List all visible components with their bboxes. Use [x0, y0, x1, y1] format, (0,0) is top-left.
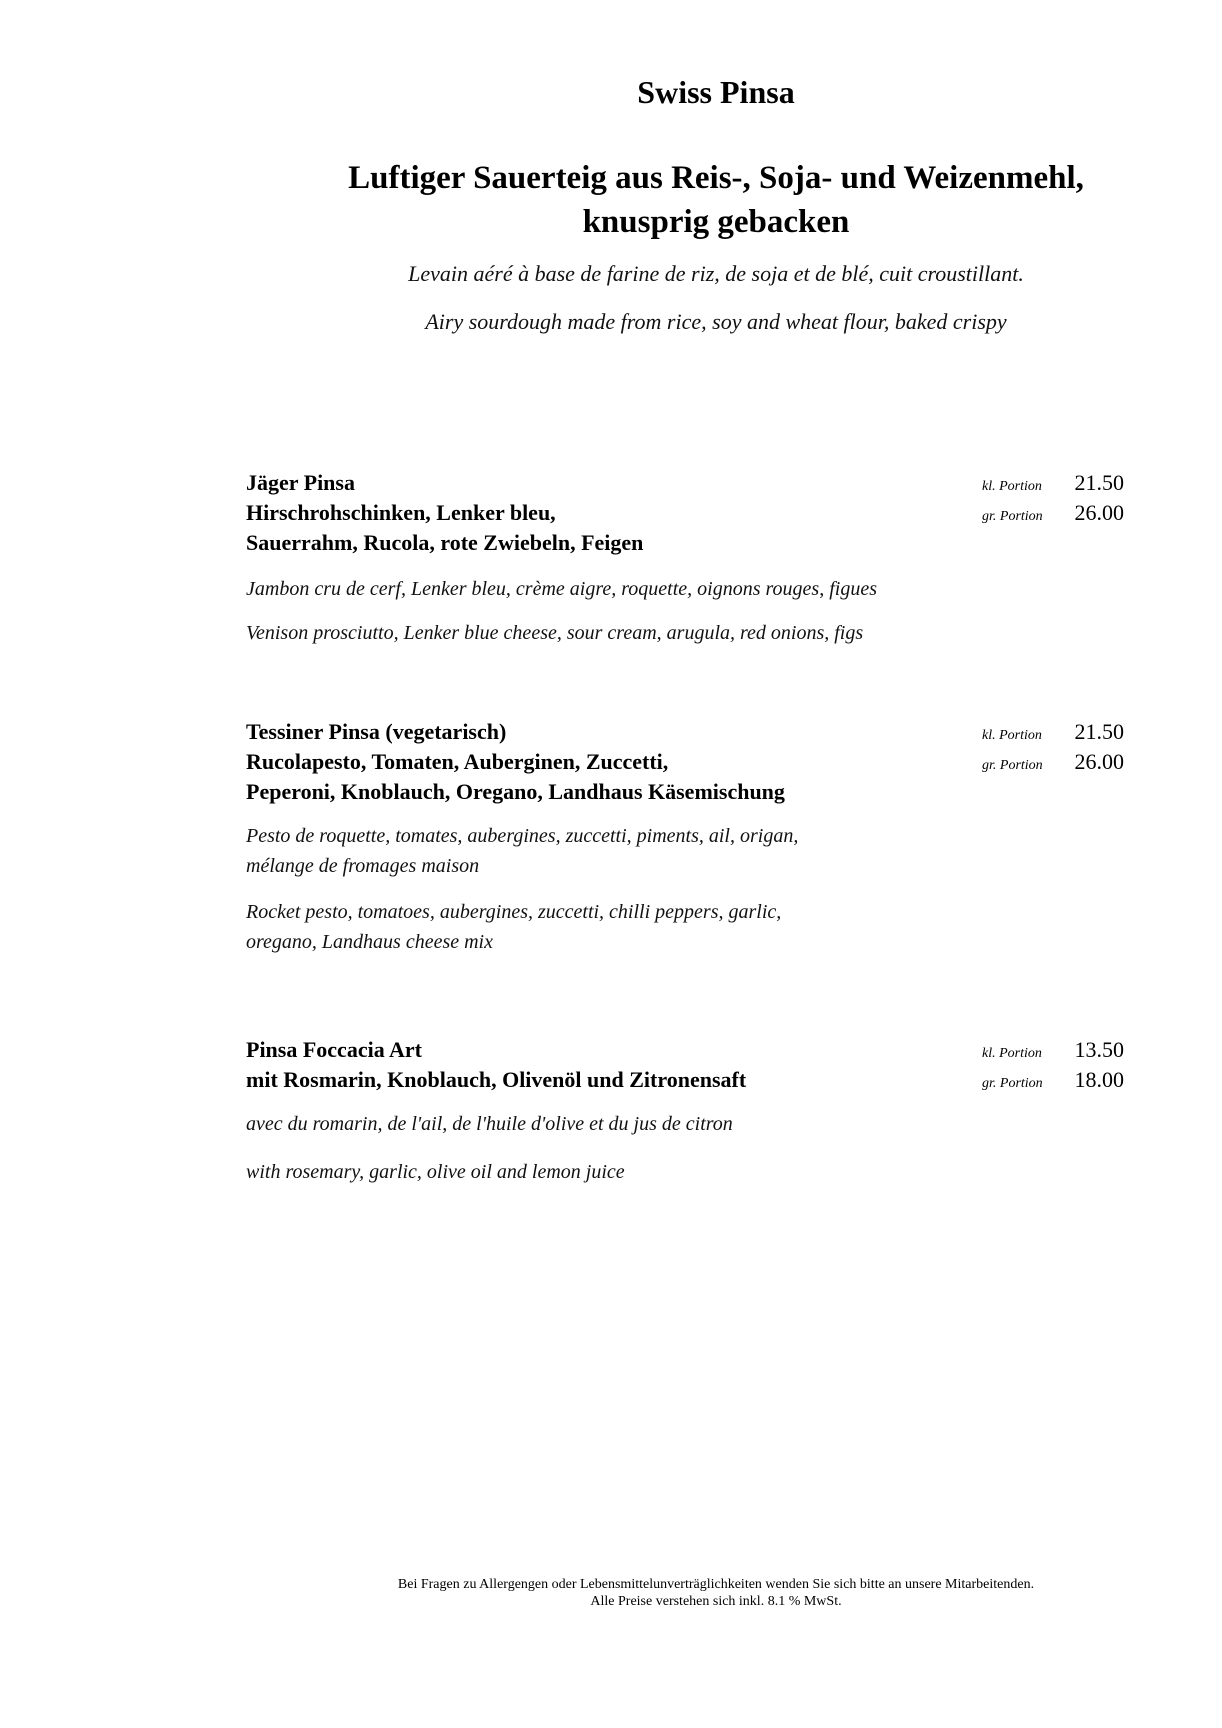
price-row-large [982, 747, 1124, 777]
item-name: Jäger Pinsa [246, 470, 355, 495]
item-french-description-line-2: mélange de fromages maison [246, 855, 480, 877]
price-value: 13.50 [1074, 1037, 1124, 1062]
item-ingredients-line-2: Peperoni, Knoblauch, Oregano, Landhaus Käsemischung [246, 779, 785, 804]
subtitle-line-1: Luftiger Sauerteig aus Reis-, Soja- und Weizenmehl, [348, 160, 1084, 196]
price-row-small [982, 468, 1124, 498]
item-french-description-line-1: Pesto de roquette, tomates, aubergines, zuccetti, piments, ail, origan, [246, 825, 799, 847]
vat-notice: Alle Preise verstehen sich inkl. 8.1 % MwSt. [590, 1594, 842, 1609]
portion-label: kl. Portion [982, 728, 1042, 743]
price-value: 18.00 [1074, 1067, 1124, 1092]
allergen-notice: Bei Fragen zu Allergengen oder Lebensmittelunverträglichkeiten wenden Sie sich bitte an unsere Mitarbeitenden. [397, 1577, 1035, 1592]
subtitle-line-2: knusprig gebacken [582, 204, 850, 240]
item-ingredients-line-1: Rucolapesto, Tomaten, Auberginen, Zuccetti, [246, 749, 669, 774]
prices-jaeger-pinsa [982, 468, 1124, 528]
intro-english: Airy sourdough made from rice, soy and wheat flour, baked crispy [425, 309, 1007, 334]
portion-label: gr. Portion [982, 1076, 1043, 1091]
item-ingredients-line-2: Sauerrahm, Rucola, rote Zwiebeln, Feigen [246, 530, 644, 555]
price-row-large [982, 498, 1124, 528]
footer-notice [250, 1576, 1182, 1610]
item-name: Pinsa Foccacia Art [246, 1037, 422, 1062]
price-value: 26.00 [1074, 749, 1124, 774]
item-english-description-line-2: oregano, Landhaus cheese mix [246, 931, 493, 953]
page-subtitle [250, 156, 1182, 244]
price-value: 21.50 [1074, 470, 1124, 495]
portion-label: gr. Portion [982, 758, 1043, 773]
item-ingredients-line-1: Hirschrohschinken, Lenker bleu, [246, 500, 556, 525]
item-french-description: Jambon cru de cerf, Lenker bleu, crème aigre, roquette, oignons rouges, figues [246, 578, 877, 600]
prices-pinsa-foccacia [982, 1035, 1124, 1095]
price-row-large [982, 1065, 1124, 1095]
item-english-description: Venison prosciutto, Lenker blue cheese, sour cream, arugula, red onions, figs [246, 622, 864, 644]
item-ingredients-line-1: mit Rosmarin, Knoblauch, Olivenöl und Zitronensaft [246, 1067, 747, 1092]
item-name: Tessiner Pinsa (vegetarisch) [246, 719, 507, 744]
price-row-small [982, 1035, 1124, 1065]
page-title: Swiss Pinsa [637, 74, 795, 110]
portion-label: gr. Portion [982, 509, 1043, 524]
portion-label: kl. Portion [982, 1046, 1042, 1061]
item-english-description-line-1: Rocket pesto, tomatoes, aubergines, zuccetti, chilli peppers, garlic, [246, 901, 782, 923]
portion-label: kl. Portion [982, 479, 1042, 494]
price-value: 21.50 [1074, 719, 1124, 744]
price-row-small [982, 717, 1124, 747]
intro-french: Levain aéré à base de farine de riz, de soja et de blé, cuit croustillant. [408, 261, 1024, 286]
item-french-description: avec du romarin, de l'ail, de l'huile d'olive et du jus de citron [246, 1113, 733, 1135]
price-value: 26.00 [1074, 500, 1124, 525]
prices-tessiner-pinsa [982, 717, 1124, 777]
item-english-description: with rosemary, garlic, olive oil and lemon juice [246, 1161, 625, 1183]
